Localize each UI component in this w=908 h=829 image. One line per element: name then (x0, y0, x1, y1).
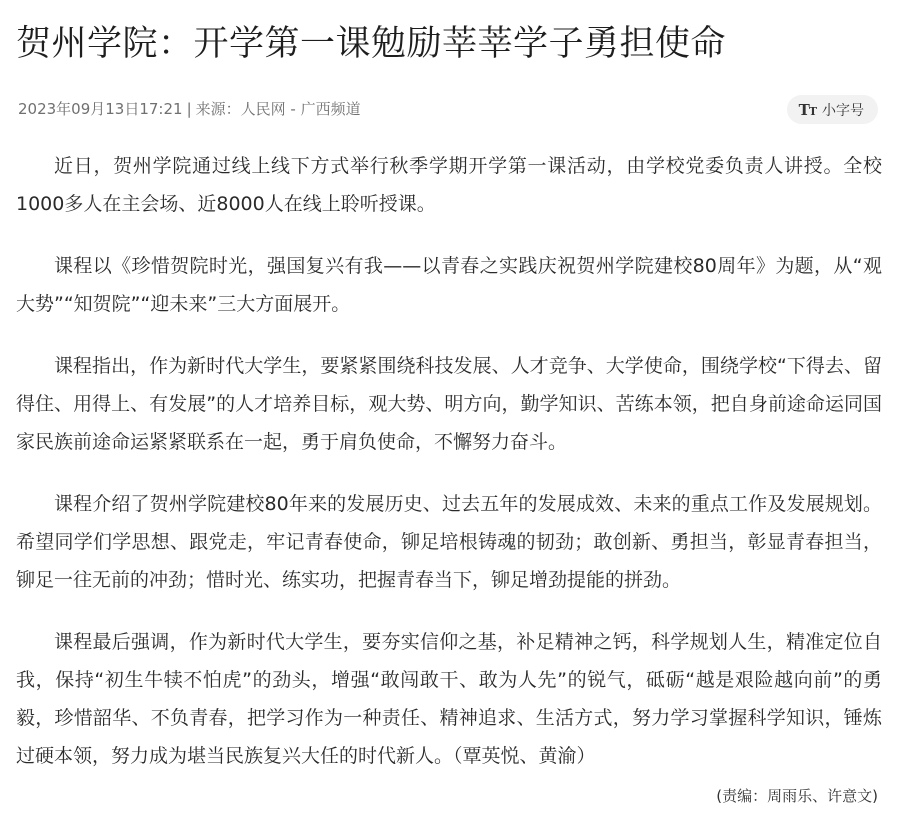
article-body (16, 147, 882, 799)
paragraph: 课程以《珍惜贺院时光，强国复兴有我——以青春之实践庆祝贺州学院建校80周年》为题，从“观大势”“知贺院”“迎未来”三大方面展开。 (16, 255, 882, 315)
article-source: 来源：人民网 - 广西频道 (195, 100, 361, 118)
font-size-toggle-button[interactable] (787, 95, 878, 124)
paragraph: 课程指出，作为新时代大学生，要紧紧围绕科技发展、人才竞争、大学使命，围绕学校“下得去、留得住、用得上、有发展”的人才培养目标，观大势、明方向，勤学知识、苦练本领，把自身前途命运同国家民族前途命运紧紧联系在一起，勇于肩负使命，不懈努力奋斗。 (16, 355, 882, 453)
font-size-toggle-label: 小字号 (822, 102, 864, 119)
editor-credit: (责编：周雨乐、许意文) (716, 787, 878, 805)
article-title: 贺州学院：开学第一课勉励莘莘学子勇担使命 (16, 24, 727, 64)
paragraph: 课程最后强调，作为新时代大学生，要夯实信仰之基，补足精神之钙，科学规划人生，精准定位自我，保持“初生牛犊不怕虎”的劲头，增强“敢闯敢干、敢为人先”的锐气，砥砺“越是艰险越向前”的勇毅，珍惜韶华、不负青春，把学习作为一种责任、精神追求、生活方式，努力学习掌握科学知识，锤炼过硬本领，努力成为堪当民族复兴大任的时代新人。（覃英悦、黄渝） (16, 631, 882, 767)
meta-separator: | (186, 100, 192, 118)
paragraph: 近日，贺州学院通过线上线下方式举行秋季学期开学第一课活动，由学校党委负责人讲授。全校1000多人在主会场、近8000人在线上聆听授课。 (16, 155, 882, 215)
article-meta (18, 98, 361, 120)
text-size-icon: TT (798, 100, 816, 119)
publish-datetime: 2023年09月13日17:21 (18, 100, 183, 118)
paragraph: 课程介绍了贺州学院建校80年来的发展历史、过去五年的发展成效、未来的重点工作及发展规划。希望同学们学思想、跟党走，牢记青春使命，铆足培根铸魂的韧劲；敢创新、勇担当，彰显青春担当，铆足一往无前的冲劲；惜时光、练实功，把握青春当下，铆足增劲提能的拼劲。 (16, 493, 882, 591)
